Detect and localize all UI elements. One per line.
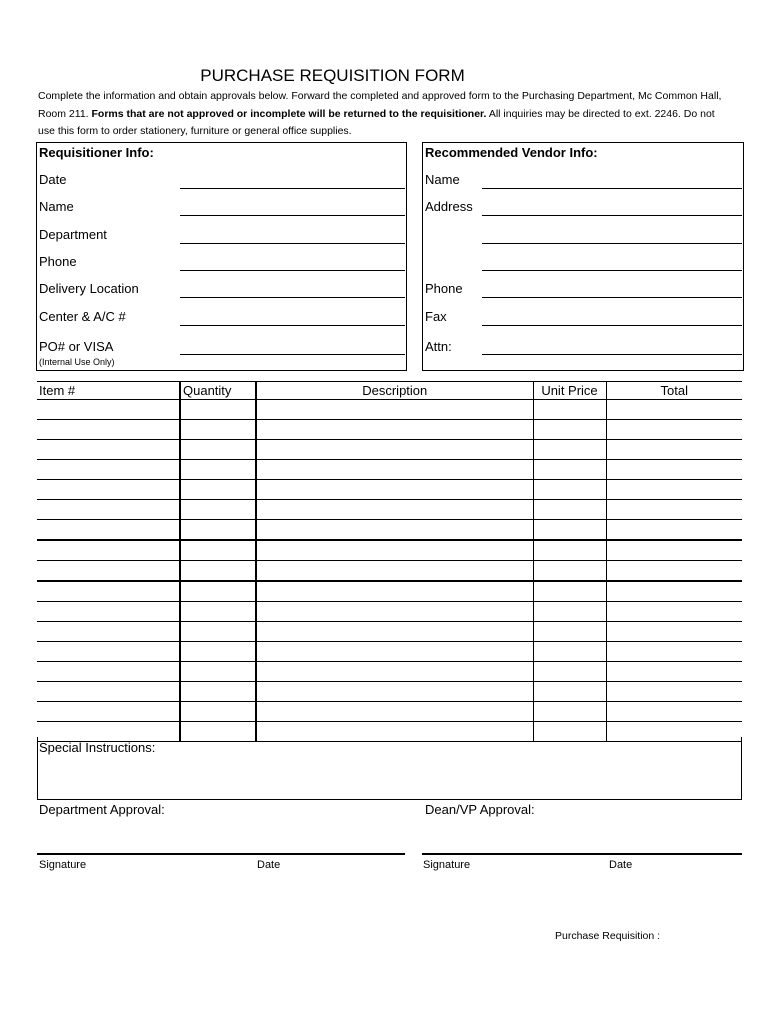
quantity-cell[interactable] <box>180 622 256 642</box>
table-row <box>37 581 742 602</box>
dean-signature-line[interactable] <box>422 853 742 855</box>
item-number-cell[interactable] <box>37 561 180 582</box>
unit-price-cell[interactable] <box>533 480 606 500</box>
table-row <box>37 642 742 662</box>
department-date-label: Date <box>257 859 281 871</box>
center-ac-label: Center & A/C # <box>39 309 126 324</box>
description-cell[interactable] <box>256 622 533 642</box>
dean-signature-label: Signature <box>423 859 471 871</box>
item-number-cell[interactable] <box>37 440 180 460</box>
item-number-cell[interactable] <box>37 420 180 440</box>
internal-use-note: (Internal Use Only) <box>39 357 115 367</box>
quantity-cell[interactable] <box>180 500 256 520</box>
total-cell[interactable] <box>606 642 742 662</box>
item-number-cell[interactable] <box>37 642 180 662</box>
total-cell[interactable] <box>606 400 742 420</box>
unit-price-header: Unit Price <box>533 382 606 400</box>
item-number-cell[interactable] <box>37 520 180 541</box>
quantity-cell[interactable] <box>180 440 256 460</box>
items-header-row <box>37 382 742 400</box>
total-cell[interactable] <box>606 480 742 500</box>
table-row <box>37 682 742 702</box>
table-row <box>37 561 742 582</box>
total-cell[interactable] <box>606 460 742 480</box>
table-row <box>37 602 742 622</box>
unit-price-cell[interactable] <box>533 622 606 642</box>
description-cell[interactable] <box>256 540 533 561</box>
requisitioner-phone-field[interactable] <box>180 270 405 271</box>
footer-label: Purchase Requisition : <box>555 930 661 942</box>
department-signature-label: Signature <box>39 859 87 871</box>
table-row <box>37 540 742 561</box>
item-number-cell[interactable] <box>37 460 180 480</box>
description-cell[interactable] <box>256 520 533 541</box>
description-cell[interactable] <box>256 702 533 722</box>
quantity-cell[interactable] <box>180 662 256 682</box>
table-row <box>37 520 742 541</box>
vendor-fax-field[interactable] <box>482 325 742 326</box>
unit-price-cell[interactable] <box>533 500 606 520</box>
unit-price-cell[interactable] <box>533 682 606 702</box>
unit-price-cell[interactable] <box>533 602 606 622</box>
quantity-cell[interactable] <box>180 540 256 561</box>
total-cell[interactable] <box>606 561 742 582</box>
vendor-fax-label: Fax <box>425 309 447 324</box>
quantity-cell[interactable] <box>180 682 256 702</box>
description-cell[interactable] <box>256 400 533 420</box>
form-title: PURCHASE REQUISITION FORM <box>200 66 465 85</box>
instructions-text-1: Complete the information and obtain approvals below. Forward the completed and approved form to the Purchasing Department, Mc Common Hall, Room 211. <box>38 90 722 120</box>
vendor-phone-label: Phone <box>425 281 463 296</box>
total-cell[interactable] <box>606 702 742 722</box>
description-cell[interactable] <box>256 460 533 480</box>
requisitioner-department-field[interactable] <box>180 243 405 244</box>
quantity-cell[interactable] <box>180 561 256 582</box>
description-cell[interactable] <box>256 480 533 500</box>
vendor-address-field-1[interactable] <box>482 215 742 216</box>
description-cell[interactable] <box>256 581 533 602</box>
quantity-cell[interactable] <box>180 520 256 541</box>
quantity-cell[interactable] <box>180 400 256 420</box>
quantity-cell[interactable] <box>180 602 256 622</box>
items-body <box>37 400 742 742</box>
table-row <box>37 440 742 460</box>
dean-date-label: Date <box>609 859 633 871</box>
description-cell[interactable] <box>256 500 533 520</box>
total-cell[interactable] <box>606 540 742 561</box>
vendor-name-label: Name <box>425 172 460 187</box>
quantity-cell[interactable] <box>180 702 256 722</box>
item-number-cell[interactable] <box>37 662 180 682</box>
instructions-warning: Forms that are not approved or incomplete will be returned to the requisitioner. <box>91 107 487 120</box>
item-number-cell[interactable] <box>37 622 180 642</box>
total-header: Total <box>606 382 742 400</box>
po-visa-field[interactable] <box>180 354 405 355</box>
description-cell[interactable] <box>256 662 533 682</box>
quantity-cell[interactable] <box>180 460 256 480</box>
quantity-cell[interactable] <box>180 420 256 440</box>
requisitioner-phone-label: Phone <box>39 254 77 269</box>
total-cell[interactable] <box>606 602 742 622</box>
vendor-attn-label: Attn: <box>425 339 452 354</box>
dean-vp-approval-label: Dean/VP Approval: <box>425 802 535 817</box>
total-cell[interactable] <box>606 440 742 460</box>
table-row <box>37 500 742 520</box>
department-approval-label: Department Approval: <box>39 802 165 817</box>
unit-price-cell[interactable] <box>533 420 606 440</box>
table-row <box>37 622 742 642</box>
description-cell[interactable] <box>256 602 533 622</box>
item-number-cell[interactable] <box>37 602 180 622</box>
unit-price-cell[interactable] <box>533 662 606 682</box>
description-cell[interactable] <box>256 682 533 702</box>
unit-price-cell[interactable] <box>533 440 606 460</box>
item-number-cell[interactable] <box>37 682 180 702</box>
total-cell[interactable] <box>606 622 742 642</box>
description-cell[interactable] <box>256 561 533 582</box>
po-visa-label: PO# or VISA <box>39 339 114 354</box>
description-header: Description <box>256 382 533 400</box>
quantity-cell[interactable] <box>180 581 256 602</box>
total-cell[interactable] <box>606 662 742 682</box>
unit-price-cell[interactable] <box>533 460 606 480</box>
total-cell[interactable] <box>606 420 742 440</box>
requisitioner-date-field[interactable] <box>180 188 405 189</box>
quantity-header: Quantity <box>180 382 256 400</box>
description-cell[interactable] <box>256 440 533 460</box>
item-number-cell[interactable] <box>37 702 180 722</box>
vendor-name-field[interactable] <box>482 188 742 189</box>
requisitioner-heading: Requisitioner Info: <box>39 145 154 160</box>
vendor-address-label: Address <box>425 199 473 214</box>
vendor-phone-field[interactable] <box>482 297 742 298</box>
quantity-cell[interactable] <box>180 480 256 500</box>
unit-price-cell[interactable] <box>533 540 606 561</box>
total-cell[interactable] <box>606 682 742 702</box>
description-cell[interactable] <box>256 420 533 440</box>
vendor-address-field-3[interactable] <box>482 270 742 271</box>
delivery-location-field[interactable] <box>180 297 405 298</box>
requisitioner-department-label: Department <box>39 227 107 242</box>
requisitioner-date-label: Date <box>39 172 67 187</box>
table-row <box>37 480 742 500</box>
vendor-section <box>422 142 744 371</box>
table-row <box>37 702 742 722</box>
special-instructions-label: Special Instructions: <box>39 740 156 755</box>
item-number-cell[interactable] <box>37 500 180 520</box>
requisitioner-name-field[interactable] <box>180 215 405 216</box>
unit-price-cell[interactable] <box>533 520 606 541</box>
delivery-location-label: Delivery Location <box>39 281 139 296</box>
vendor-address-field-2[interactable] <box>482 243 742 244</box>
unit-price-cell[interactable] <box>533 702 606 722</box>
unit-price-cell[interactable] <box>533 642 606 662</box>
department-signature-line[interactable] <box>37 853 405 855</box>
requisitioner-name-label: Name <box>39 199 74 214</box>
center-ac-field[interactable] <box>180 325 405 326</box>
vendor-heading: Recommended Vendor Info: <box>425 145 598 160</box>
item-number-header: Item # <box>37 382 180 400</box>
unit-price-cell[interactable] <box>533 400 606 420</box>
quantity-cell[interactable] <box>180 642 256 662</box>
item-number-cell[interactable] <box>37 581 180 602</box>
description-cell[interactable] <box>256 642 533 662</box>
instructions-text-2: All inquiries may be directed to ext. 2246. Do not use this form to order stationery, furniture or general office supplies. <box>38 107 715 137</box>
total-cell[interactable] <box>606 581 742 602</box>
unit-price-cell[interactable] <box>533 581 606 602</box>
vendor-attn-field[interactable] <box>482 354 742 355</box>
items-table <box>37 381 742 742</box>
form-instructions <box>38 88 728 141</box>
total-cell[interactable] <box>606 500 742 520</box>
unit-price-cell[interactable] <box>533 561 606 582</box>
table-row <box>37 420 742 440</box>
total-cell[interactable] <box>606 520 742 541</box>
requisitioner-section <box>36 142 407 371</box>
table-row <box>37 662 742 682</box>
item-number-cell[interactable] <box>37 480 180 500</box>
table-row <box>37 460 742 480</box>
item-number-cell[interactable] <box>37 540 180 561</box>
item-number-cell[interactable] <box>37 400 180 420</box>
table-row <box>37 400 742 420</box>
